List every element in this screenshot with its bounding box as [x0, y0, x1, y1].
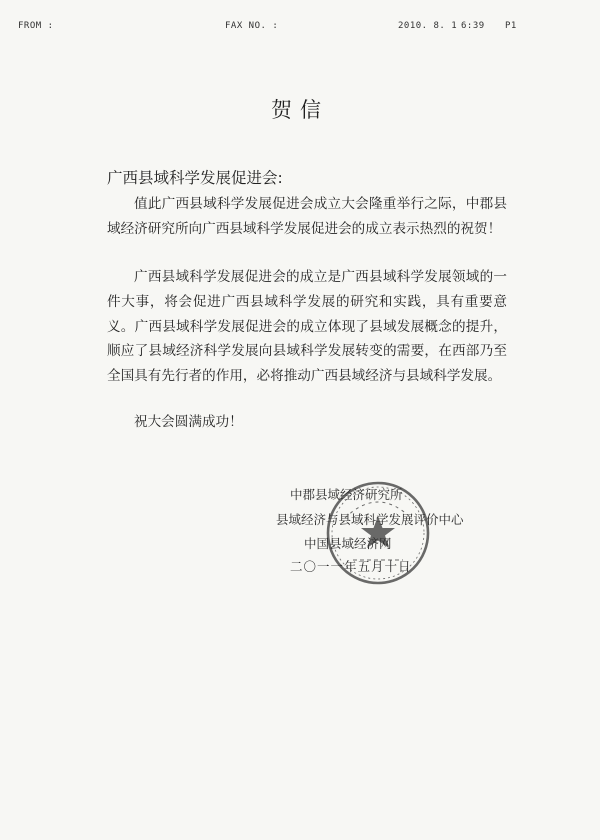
- fax-page-number: P1: [505, 21, 517, 31]
- fax-time: 6:39: [461, 21, 485, 31]
- letter-paragraph: 祝大会圆满成功！: [134, 414, 243, 430]
- fax-date: 2010. 8. 1: [398, 21, 458, 31]
- letter-paragraph: 广西县域科学发展促进会的成立是广西县域科学发展领域的一件大事，将会促进广西县域科学发展的研究和实践，具有重要意义。广西县域科学发展促进会的成立体现了县域发展概念的提升，顺应了县域经济科学发展向县域科学发展转变的需要，在西部乃至全国具有先行者的作用，必将推动广西县域经济与县域科学发展。: [107, 269, 507, 385]
- signature-org-1: 中郡县域经济研究所: [290, 487, 403, 502]
- signature-org-2: 县域经济与县域科学发展评价中心: [276, 512, 464, 527]
- fax-header: [0, 21, 600, 35]
- letter-salutation: 广西县域科学发展促进会:: [107, 169, 283, 187]
- letter-title: 贺信: [271, 98, 329, 122]
- fax-number-label: FAX NO. :: [225, 21, 279, 31]
- fax-from-label: FROM :: [18, 21, 54, 31]
- signature-date: 二〇一一年五月十日: [290, 559, 412, 574]
- letter-paragraph: 值此广西县域科学发展促进会成立大会隆重举行之际，中郡县域经济研究所向广西县域科学发展促进会的成立表示热烈的祝贺！: [107, 196, 507, 237]
- signature-org-3: 中国县域经济网: [304, 536, 392, 551]
